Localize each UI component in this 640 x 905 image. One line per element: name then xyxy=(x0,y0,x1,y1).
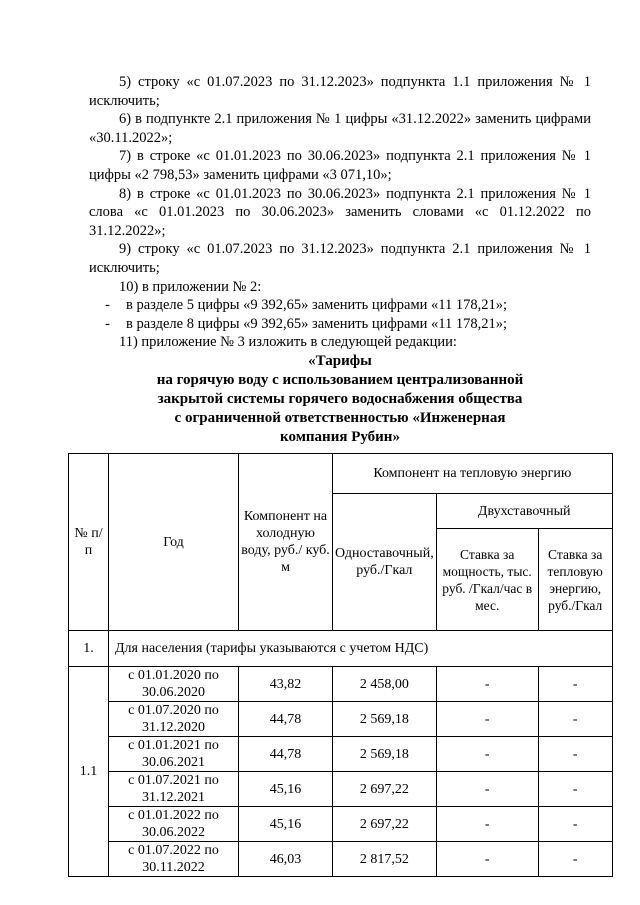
table-row xyxy=(69,807,613,842)
cold-water-cell: 45,16 xyxy=(239,772,333,807)
paragraph: 11) приложение № 3 изложить в следующей редакции: xyxy=(119,334,457,351)
list-item-text: в разделе 5 цифры «9 392,65» заменить цифрами «11 178,21»; xyxy=(126,297,508,314)
title-line: компания Рубин» xyxy=(280,429,400,445)
table-title xyxy=(89,352,591,447)
paragraph: 6) в подпункте 2.1 приложения № 1 цифры «31.12.2022» заменить цифрами «30.11.2022»; xyxy=(89,111,591,146)
power-rate-cell: - xyxy=(436,807,538,842)
cold-water-cell: 44,78 xyxy=(239,702,333,737)
header-year: Год xyxy=(109,454,239,631)
header-cold-water: Компонент на холодную воду, руб./ куб. м xyxy=(239,454,333,631)
power-rate-cell: - xyxy=(436,737,538,772)
header-energy-rate: Ставка за тепловую энергию, руб./Гкал xyxy=(538,529,612,631)
power-rate-cell: - xyxy=(436,667,538,702)
cold-water-cell: 46,03 xyxy=(239,842,333,877)
period-cell: с 01.01.2021 по 30.06.2021 xyxy=(109,737,239,772)
tariff-table xyxy=(68,453,613,877)
body-text xyxy=(89,73,591,352)
power-rate-cell: - xyxy=(436,772,538,807)
period-cell: с 01.01.2020 по 30.06.2020 xyxy=(109,667,239,702)
header-thermal: Компонент на тепловую энергию xyxy=(333,454,613,494)
paragraph: 10) в приложении № 2: xyxy=(119,278,262,295)
energy-rate-cell: - xyxy=(538,842,612,877)
table-row xyxy=(69,772,613,807)
title-line: на горячую воду с использованием централизованной xyxy=(156,372,524,388)
period-cell: с 01.07.2022 по 30.11.2022 xyxy=(109,842,239,877)
list-item-text: в разделе 8 цифры «9 392,65» заменить цифрами «11 178,21»; xyxy=(126,315,508,332)
header-num: № п/п xyxy=(69,454,109,631)
one-rate-cell: 2 569,18 xyxy=(333,737,437,772)
cold-water-cell: 44,78 xyxy=(239,737,333,772)
list-item xyxy=(105,315,591,334)
section-num: 1. xyxy=(69,631,109,667)
power-rate-cell: - xyxy=(436,702,538,737)
list-marker: - xyxy=(105,315,110,332)
title-line: закрытой системы горячего водоснабжения общества xyxy=(157,391,523,407)
paragraph: 9) строку «с 01.07.2023 по 31.12.2023» подпункта 2.1 приложения № 1 исключить; xyxy=(89,241,591,276)
energy-rate-cell: - xyxy=(538,702,612,737)
title-line: с ограниченной ответственностью «Инженерная xyxy=(174,410,506,426)
one-rate-cell: 2 817,52 xyxy=(333,842,437,877)
one-rate-cell: 2 697,22 xyxy=(333,772,437,807)
period-cell: с 01.01.2022 по 30.06.2022 xyxy=(109,807,239,842)
table-row xyxy=(69,842,613,877)
energy-rate-cell: - xyxy=(538,807,612,842)
list-marker: - xyxy=(105,297,110,314)
one-rate-cell: 2 458,00 xyxy=(333,667,437,702)
cold-water-cell: 45,16 xyxy=(239,807,333,842)
power-rate-cell: - xyxy=(436,842,538,877)
cold-water-cell: 43,82 xyxy=(239,667,333,702)
one-rate-cell: 2 697,22 xyxy=(333,807,437,842)
section-label: Для населения (тарифы указываются с учетом НДС) xyxy=(109,631,613,667)
one-rate-cell: 2 569,18 xyxy=(333,702,437,737)
period-cell: с 01.07.2020 по 31.12.2020 xyxy=(109,702,239,737)
period-cell: с 01.07.2021 по 31.12.2021 xyxy=(109,772,239,807)
energy-rate-cell: - xyxy=(538,667,612,702)
table-row xyxy=(69,737,613,772)
header-power-rate: Ставка за мощность, тыс. руб. /Гкал/час в мес. xyxy=(436,529,538,631)
header-two-rate: Двухставочный xyxy=(436,494,612,529)
energy-rate-cell: - xyxy=(538,772,612,807)
paragraph: 8) в строке «с 01.01.2023 по 30.06.2023» подпункта 2.1 приложения № 1 слова «с 01.01.2023 по 30.06.2023» заменить словами «с 01.12.2022 по 31.12.2022»; xyxy=(89,185,591,239)
header-one-rate: Одноставочный, руб./Гкал xyxy=(333,494,437,631)
title-line: «Тарифы xyxy=(308,353,372,369)
table-row xyxy=(69,667,613,702)
paragraph: 5) строку «с 01.07.2023 по 31.12.2023» подпункта 1.1 приложения № 1 исключить; xyxy=(89,74,591,109)
paragraph: 7) в строке «с 01.01.2023 по 30.06.2023» подпункта 2.1 приложения № 1 цифры «2 798,53» заменить цифрами «3 071,10»; xyxy=(89,148,591,183)
energy-rate-cell: - xyxy=(538,737,612,772)
list-item xyxy=(105,296,591,315)
table-row xyxy=(69,702,613,737)
subsection-num: 1.1 xyxy=(69,667,109,877)
